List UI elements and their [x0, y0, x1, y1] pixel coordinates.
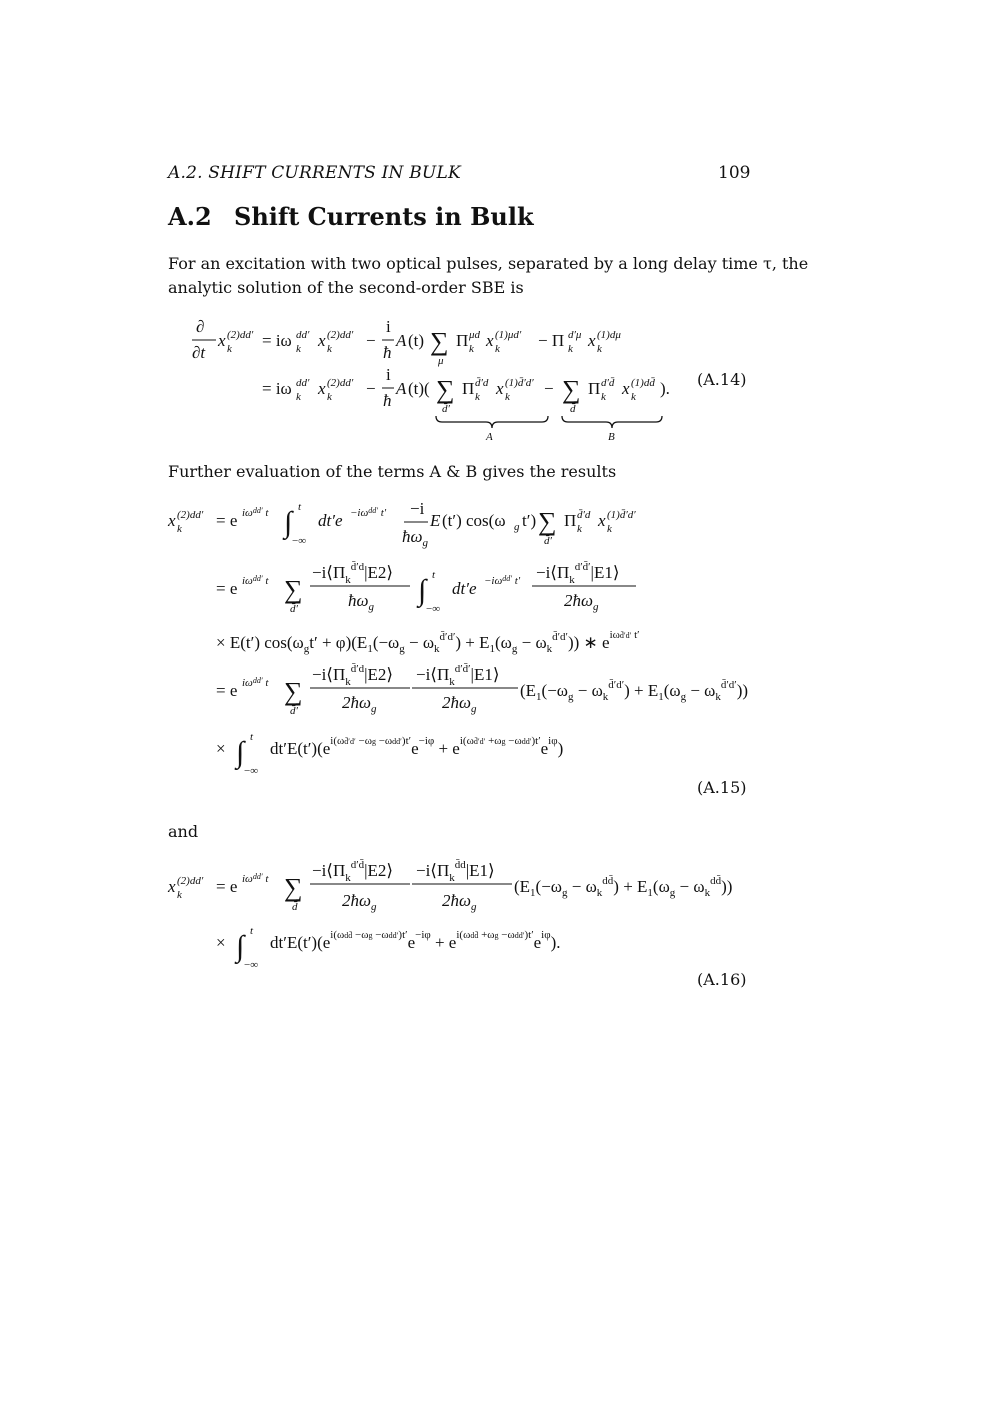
- svg-text:x: x: [318, 331, 326, 350]
- svg-text:E: E: [430, 511, 441, 530]
- svg-text:∫: ∫: [236, 930, 245, 963]
- svg-text:(E1(−ωg − ωkd̄′d′) + E1(ωg − ω: $(E_1(-\omega_g - \omega_k^{d̄'d'}) + E_1(\omega_g - \omega_k^{d̄'d'}))$: [520, 679, 749, 703]
- svg-text:iωdd′ t: $i\omega^{dd'}$ t: [242, 574, 269, 587]
- svg-text:∂: ∂: [196, 317, 205, 336]
- svg-text:k: k: [296, 343, 301, 355]
- svg-text:ħωg: $ħ\omega_g$: [402, 527, 429, 549]
- running-head: A.2. SHIFT CURRENTS IN BULK: [168, 163, 461, 183]
- svg-text:= e: = e: [216, 511, 238, 530]
- svg-text:−i⟨Πkd′d̄|E2⟩: $-i⟨\Pi_k^{d'd̄}|E2⟩$: [312, 859, 394, 884]
- brace-label-a: A: [486, 431, 493, 443]
- svg-text:x: x: [496, 379, 504, 398]
- svg-text:d̄′d: d̄′d: [475, 377, 489, 389]
- svg-text:−i: −i: [410, 499, 425, 518]
- svg-text:×: ×: [216, 739, 226, 758]
- svg-text:−iωdd′ t′: $-i\omega^{dd'}$ t′: [484, 574, 521, 587]
- svg-text:(2)dd′: (2)dd′: [227, 329, 254, 341]
- svg-text:dt′E(t′)(ei(ωdd̄ −ωg −ωdd′)t′e: $dt'E(t')(e^{i(\omega dd̄ -\omega g -\omega dd')t'}e^{-i\varphi} + e^{i(\omega dd̄ +\omega g -\omega dd')t'}e^{i\varphi})$.: [270, 929, 561, 952]
- svg-text:dt′E(t′)(ei(ωd̄′d′ −ωg −ωdd′)t: $dt'E(t')(e^{i(\omega d̄'d' -\omega g -\omega dd')t'}e^{-i\varphi} + e^{i(\omega d̄'d' +\omega g -\omega dd')t'}e^{i\varphi})$: [270, 735, 564, 758]
- svg-text:− Π: − Π: [538, 331, 565, 350]
- svg-text:2ħωg: $2ħ\omega_g$: [442, 693, 477, 715]
- svg-text:× E(t′) cos(ωgt′ + φ)(E1(−ωg −: × E(t′) $\cos(\omega_gt' + \varphi)(E_1(-\omega_g - \omega_k^{d̄'d'}) + E_1(\omega_g - \omega_k^{d̄'d'}))$ ∗ $e^{i\omega d̄'d' t'}$: [216, 629, 640, 655]
- svg-text:k: k: [227, 343, 232, 355]
- svg-text:k: k: [495, 343, 500, 355]
- svg-text:−∞: −∞: [292, 535, 307, 547]
- svg-text:x: x: [622, 379, 630, 398]
- svg-text:k: k: [327, 391, 332, 403]
- svg-text:k: k: [597, 343, 602, 355]
- svg-text:∫: ∫: [418, 574, 427, 607]
- svg-text:= e: = e: [216, 877, 238, 896]
- svg-text:Π: Π: [456, 331, 469, 350]
- svg-text:= iω: = iω: [262, 379, 292, 398]
- svg-text:k: k: [177, 889, 182, 901]
- svg-text:iωdd′ t: $i\omega^{dd'}$ t: [242, 872, 269, 885]
- svg-text:2ħωg: $2ħ\omega_g$: [564, 591, 599, 613]
- svg-text:∂t: ∂t: [192, 343, 206, 362]
- svg-text:k: k: [568, 343, 573, 355]
- svg-text:ħ: ħ: [383, 391, 392, 410]
- svg-text:t: t: [432, 569, 436, 581]
- svg-text:2ħωg: $2ħ\omega_g$: [442, 891, 477, 913]
- svg-text:−: −: [544, 379, 554, 398]
- svg-text:∑: ∑: [436, 375, 455, 404]
- svg-text:x: x: [168, 877, 176, 896]
- svg-text:−i⟨Πkd̄′d|E2⟩: $-i⟨\Pi_k^{d̄'d}|E2⟩$: [312, 663, 394, 688]
- equation-a15: [166, 498, 786, 788]
- svg-text:i: i: [386, 365, 391, 384]
- svg-text:iωdd′ t: $i\omega^{dd'}$ t: [242, 676, 269, 689]
- svg-text:ħ: ħ: [383, 343, 392, 362]
- section-title: Shift Currents in Bulk: [234, 202, 534, 231]
- svg-text:dd′: dd′: [296, 377, 310, 389]
- page-number: 109: [718, 163, 751, 183]
- svg-text:(2)dd′: (2)dd′: [327, 377, 354, 389]
- svg-text:k: k: [607, 523, 612, 535]
- svg-text:(2)dd′: (2)dd′: [177, 875, 204, 887]
- svg-text:(1)d̄′d′: (1)d̄′d′: [505, 377, 534, 389]
- svg-text:−i⟨Πkd′d̄′|E1⟩: $-i⟨\Pi_k^{d'd̄'}|E1⟩$: [416, 663, 500, 688]
- svg-text:(1)d̄′d′: (1)d̄′d′: [607, 509, 636, 521]
- svg-text:t′): t′): [522, 511, 537, 530]
- svg-text:dt′e: dt′e: [318, 511, 343, 530]
- intro-line-1: For an excitation with two optical pulses, separated by a long delay time τ, the: [168, 254, 809, 273]
- svg-text:x: x: [588, 331, 596, 350]
- svg-text:k: k: [177, 523, 182, 535]
- svg-text:Π: Π: [462, 379, 475, 398]
- svg-text:Π: Π: [564, 511, 577, 530]
- svg-text:x: x: [486, 331, 494, 350]
- svg-text:dd′: dd′: [296, 329, 310, 341]
- svg-text:d̄′: d̄′: [290, 603, 298, 615]
- svg-text:d̄′d: d̄′d: [577, 509, 591, 521]
- svg-text:−i⟨Πkd̄d|E1⟩: $-i⟨\Pi_k^{d̄d}|E1⟩$: [416, 859, 495, 884]
- svg-text:g: g: [514, 521, 520, 533]
- svg-text:−i⟨Πkd̄′d|E2⟩: $-i⟨\Pi_k^{d̄'d}|E2⟩$: [312, 561, 394, 586]
- svg-text:k: k: [577, 523, 582, 535]
- svg-text:(E1(−ωg − ωkdd̄) + E1(ωg − ωkd: $(E_1(-\omega_g - \omega_k^{dd̄}) + E_1(\omega_g - \omega_k^{dd̄}))$: [514, 875, 733, 899]
- equation-a16: [166, 852, 786, 972]
- svg-text:k: k: [475, 391, 480, 403]
- svg-text:μ: μ: [438, 355, 444, 367]
- svg-text:x: x: [168, 511, 176, 530]
- svg-text:k: k: [631, 391, 636, 403]
- svg-text:d̄: d̄: [292, 901, 298, 913]
- svg-text:(t′) cos(ω: (t′) cos(ω: [442, 511, 506, 530]
- svg-text:(t)(: (t)(: [408, 379, 430, 398]
- svg-text:k: k: [296, 391, 301, 403]
- equation-number-a15: (A.15): [697, 778, 747, 797]
- svg-text:∫: ∫: [236, 736, 245, 769]
- svg-text:−i⟨Πkd′d̄′|E1⟩: $-i⟨\Pi_k^{d'd̄'}|E1⟩$: [536, 561, 620, 586]
- svg-text:d̄′: d̄′: [544, 535, 552, 547]
- svg-text:k: k: [601, 391, 606, 403]
- svg-text:Π: Π: [588, 379, 601, 398]
- svg-text:d′d̄: d′d̄: [601, 377, 615, 389]
- svg-text:= e: = e: [216, 681, 238, 700]
- and-text: and: [168, 822, 199, 841]
- svg-text:2ħωg: $2ħ\omega_g$: [342, 891, 377, 913]
- svg-text:t: t: [250, 925, 254, 937]
- svg-text:∑: ∑: [284, 677, 303, 706]
- section-heading: [168, 202, 534, 231]
- svg-text:A: A: [396, 379, 407, 398]
- svg-text:−∞: −∞: [244, 765, 259, 777]
- svg-text:(1)dμ: (1)dμ: [597, 329, 621, 341]
- svg-text:x: x: [318, 379, 326, 398]
- svg-text:).: ).: [660, 379, 670, 398]
- svg-text:(1)μd′: (1)μd′: [495, 329, 522, 341]
- svg-text:∑: ∑: [430, 327, 449, 356]
- svg-text:(2)dd′: (2)dd′: [177, 509, 204, 521]
- equation-number-a14: (A.14): [697, 370, 747, 389]
- svg-text:×: ×: [216, 933, 226, 952]
- svg-text:−: −: [366, 331, 376, 350]
- svg-text:t: t: [250, 731, 254, 743]
- svg-text:∫: ∫: [284, 506, 293, 539]
- svg-text:∑: ∑: [562, 375, 581, 404]
- svg-text:2ħωg: $2ħ\omega_g$: [342, 693, 377, 715]
- svg-text:(t): (t): [408, 331, 425, 350]
- svg-text:= iω: = iω: [262, 331, 292, 350]
- svg-text:iωdd′ t: $i\omega^{dd'}$ t: [242, 506, 269, 519]
- svg-text:d′μ: d′μ: [568, 329, 582, 341]
- svg-text:(2)dd′: (2)dd′: [327, 329, 354, 341]
- svg-text:μd: μd: [469, 329, 481, 341]
- svg-text:−∞: −∞: [244, 959, 259, 971]
- svg-text:k: k: [469, 343, 474, 355]
- svg-text:−: −: [366, 379, 376, 398]
- further-evaluation-text: Further evaluation of the terms A & B gives the results: [168, 462, 617, 481]
- svg-text:dt′e: dt′e: [452, 579, 477, 598]
- svg-text:∑: ∑: [538, 507, 557, 536]
- svg-text:−iωdd′ t′: $-i\omega^{dd'}$ t′: [350, 506, 387, 519]
- intro-line-2: analytic solution of the second-order SBE is: [168, 278, 524, 297]
- svg-text:t: t: [298, 501, 302, 513]
- svg-text:= e: = e: [216, 579, 238, 598]
- svg-text:i: i: [386, 317, 391, 336]
- equation-a14: [190, 312, 750, 452]
- svg-text:A: A: [396, 331, 407, 350]
- equation-number-a16: (A.16): [697, 970, 747, 989]
- svg-text:ħωg: $ħ\omega_g$: [348, 591, 375, 613]
- svg-text:d̄′: d̄′: [290, 705, 298, 717]
- svg-text:∑: ∑: [284, 575, 303, 604]
- brace-label-b: B: [608, 431, 615, 443]
- svg-text:d̄′: d̄′: [442, 403, 450, 415]
- svg-text:∑: ∑: [284, 873, 303, 902]
- svg-text:d̄: d̄: [570, 403, 576, 415]
- svg-text:x: x: [598, 511, 606, 530]
- svg-text:(1)dd̄: (1)dd̄: [631, 377, 655, 389]
- section-number: A.2: [168, 202, 212, 231]
- svg-text:k: k: [505, 391, 510, 403]
- svg-text:−∞: −∞: [426, 603, 441, 615]
- svg-text:x: x: [218, 331, 226, 350]
- svg-text:k: k: [327, 343, 332, 355]
